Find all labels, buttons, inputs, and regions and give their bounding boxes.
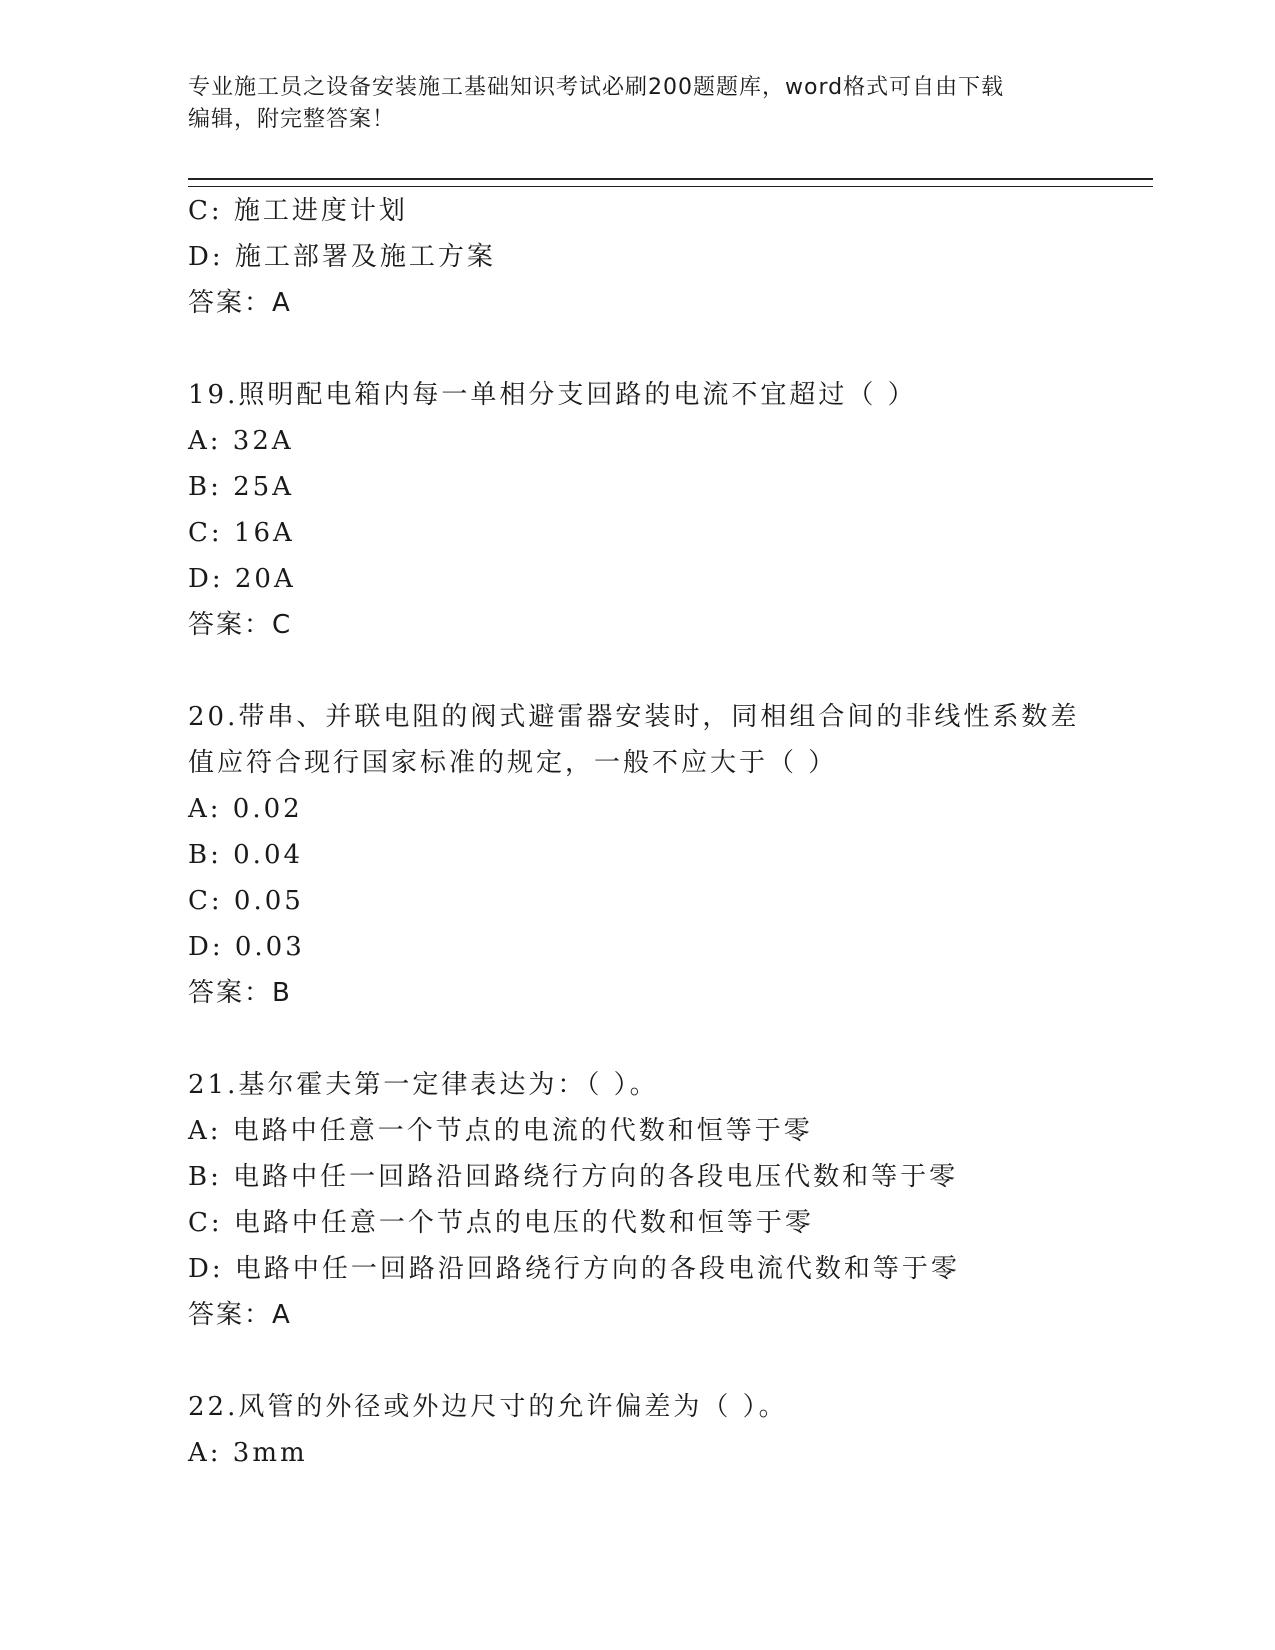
- option-a: A: 32A: [188, 426, 294, 456]
- option-a: A: 0.02: [188, 794, 303, 824]
- option-b: B: 25A: [188, 472, 294, 502]
- header-divider: [188, 178, 1153, 187]
- header-title-line-1: 专业施工员之设备安装施工基础知识考试必刷200题题库，word格式可自由下载: [188, 75, 1005, 100]
- spacer: [188, 1338, 1153, 1384]
- answer-label: 答案：C: [188, 610, 293, 640]
- question-stem: 21.基尔霍夫第一定律表达为：（ ）。: [188, 1070, 659, 1100]
- spacer: [188, 648, 1153, 694]
- option-c: C: 16A: [188, 518, 295, 548]
- question-stem: 22.风管的外径或外边尺寸的允许偏差为（ ）。: [188, 1392, 788, 1422]
- document-header: [188, 72, 1088, 136]
- question-21: [188, 1062, 1153, 1338]
- spacer: [188, 326, 1153, 372]
- question-19: [188, 372, 1153, 648]
- question-20: [188, 694, 1153, 1016]
- question-22: [188, 1384, 1153, 1476]
- question-18-tail: [188, 188, 1153, 326]
- option-d: D: 电路中任一回路沿回路绕行方向的各段电流代数和等于零: [188, 1254, 960, 1284]
- spacer: [188, 1016, 1153, 1062]
- question-stem-line-1: 20.带串、并联电阻的阀式避雷器安装时，同相组合间的非线性系数差: [188, 702, 1080, 732]
- question-list: [188, 188, 1153, 1476]
- option-d: D: 20A: [188, 564, 296, 594]
- option-c: C: 施工进度计划: [188, 196, 408, 226]
- option-c: C: 电路中任意一个节点的电压的代数和恒等于零: [188, 1208, 814, 1238]
- option-d: D: 0.03: [188, 932, 305, 962]
- answer-label: 答案：A: [188, 1300, 292, 1330]
- question-stem: 19.照明配电箱内每一单相分支回路的电流不宜超过（ ）: [188, 380, 917, 410]
- question-stem-line-2: 值应符合现行国家标准的规定，一般不应大于（ ）: [188, 748, 838, 778]
- answer-label: 答案：B: [188, 978, 292, 1008]
- option-b: B: 电路中任一回路沿回路绕行方向的各段电压代数和等于零: [188, 1162, 959, 1192]
- answer-label: 答案：A: [188, 288, 292, 318]
- header-title-line-2: 编辑，附完整答案！: [188, 107, 396, 132]
- option-a: A: 3mm: [188, 1438, 308, 1468]
- option-a: A: 电路中任意一个节点的电流的代数和恒等于零: [188, 1116, 813, 1146]
- option-c: C: 0.05: [188, 886, 304, 916]
- option-d: D: 施工部署及施工方案: [188, 242, 496, 272]
- option-b: B: 0.04: [188, 840, 304, 870]
